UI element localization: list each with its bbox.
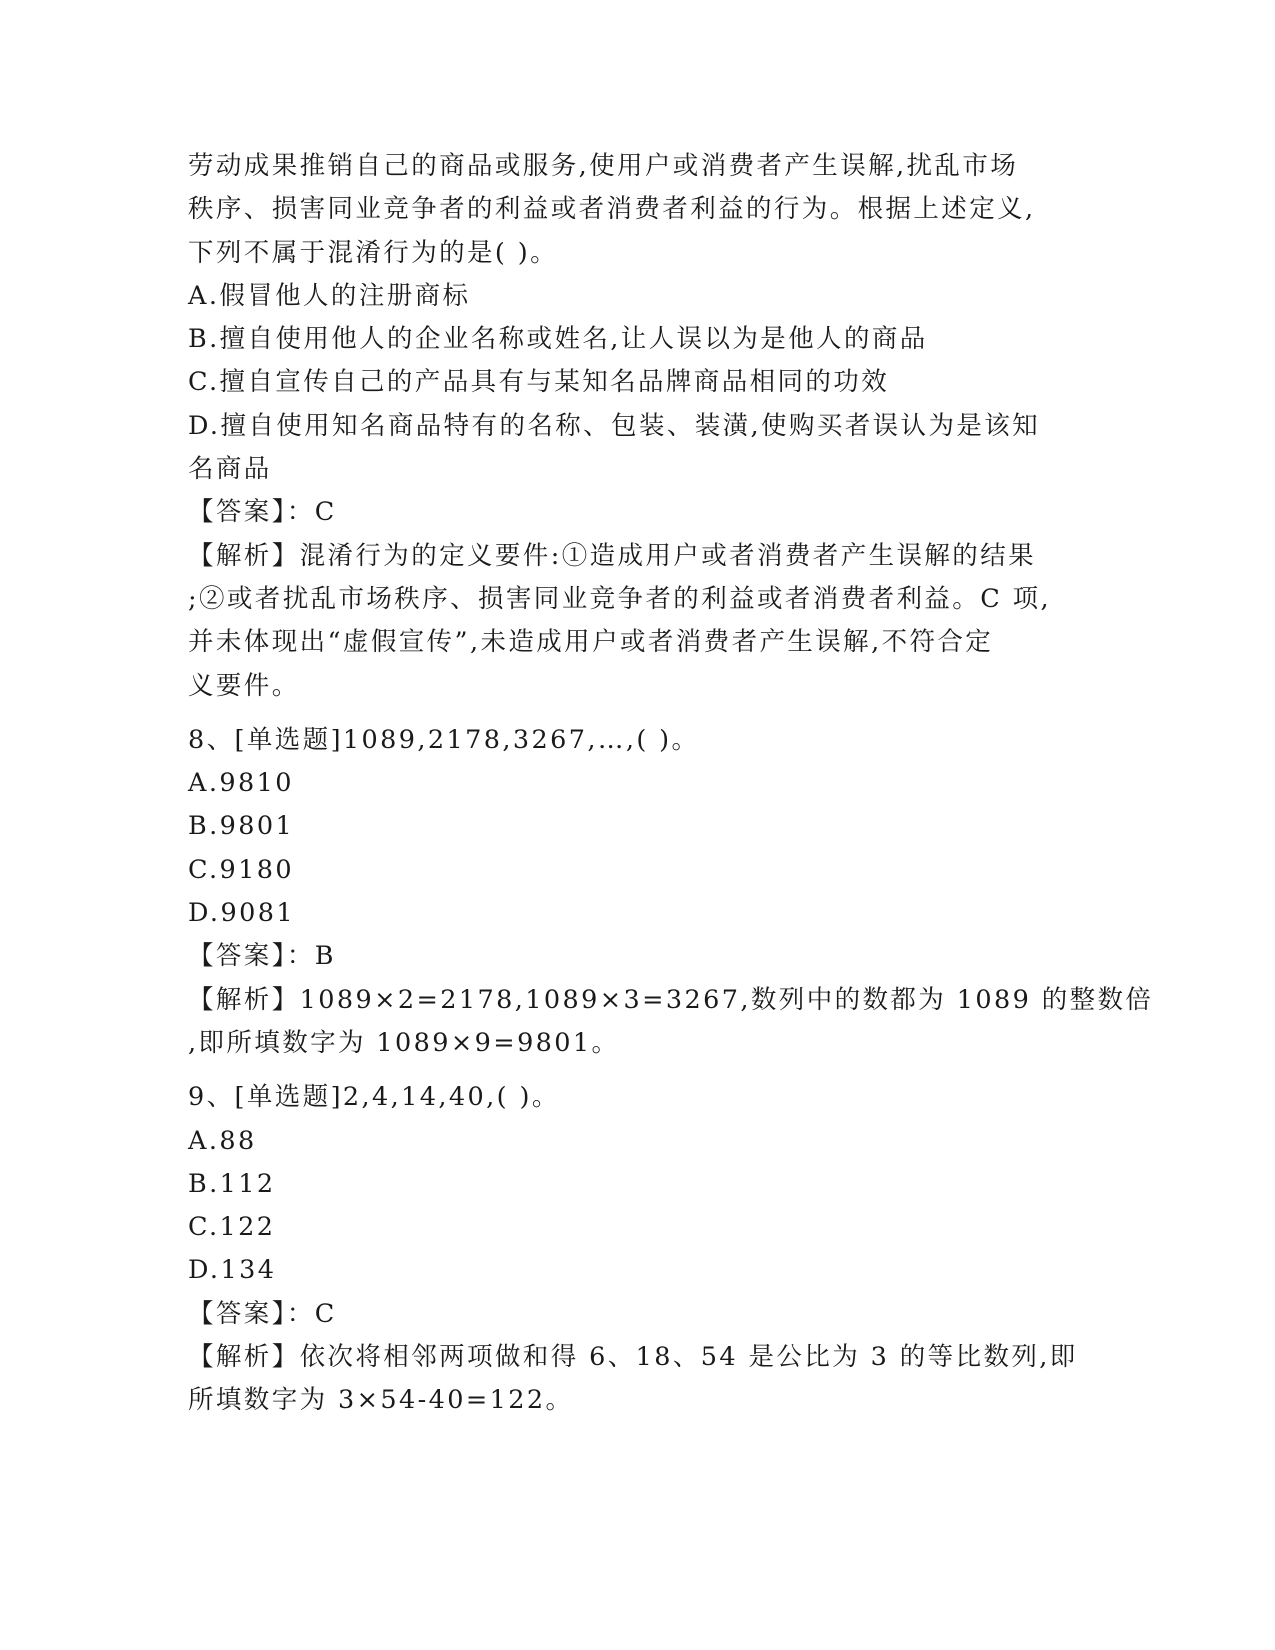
option-b: B.9801 bbox=[188, 811, 295, 842]
question-8 bbox=[188, 719, 1154, 1065]
option-a: A.88 bbox=[188, 1125, 257, 1156]
question-stem-line: 秩序、损害同业竞争者的利益或者消费者利益的行为。根据上述定义, bbox=[188, 194, 1036, 225]
analysis-line: 义要件。 bbox=[188, 670, 300, 701]
option-c: C.9180 bbox=[188, 854, 295, 885]
analysis-line: 并未体现出“虚假宣传”,未造成用户或者消费者产生误解,不符合定 bbox=[188, 627, 994, 658]
analysis-line: 所填数字为 3×54-40=122。 bbox=[188, 1385, 574, 1416]
option-c: C.122 bbox=[188, 1212, 276, 1243]
question-stem: 8、[单选题]1089,2178,3267,…,( )。 bbox=[188, 724, 700, 755]
option-b: B.擅自使用他人的企业名称或姓名,让人误以为是他人的商品 bbox=[188, 324, 928, 355]
question-7 bbox=[188, 145, 1088, 708]
analysis-line: ,即所填数字为 1089×9=9801。 bbox=[188, 1027, 620, 1058]
option-d: D.134 bbox=[188, 1255, 277, 1286]
question-stem-line: 劳动成果推销自己的商品或服务,使用户或消费者产生误解,扰乱市场 bbox=[188, 151, 1019, 181]
question-stem-line: 下列不属于混淆行为的是( )。 bbox=[188, 237, 559, 268]
answer-line: 【答案】：B bbox=[188, 941, 336, 972]
question-9 bbox=[188, 1076, 1088, 1422]
document-content bbox=[188, 145, 1154, 1423]
option-a: A.9810 bbox=[188, 768, 294, 799]
option-d-continued: 名商品 bbox=[188, 454, 272, 485]
question-stem: 9、[单选题]2,4,14,40,( )。 bbox=[188, 1082, 560, 1113]
analysis-line: 【解析】混淆行为的定义要件:①造成用户或者消费者产生误解的结果 bbox=[188, 540, 1036, 571]
spacer bbox=[188, 1065, 1088, 1076]
analysis-line: 【解析】依次将相邻两项做和得 6、18、54 是公比为 3 的等比数列,即 bbox=[188, 1342, 1078, 1373]
spacer bbox=[188, 708, 1088, 719]
option-b: B.112 bbox=[188, 1168, 276, 1199]
option-a: A.假冒他人的注册商标 bbox=[188, 280, 471, 311]
option-c: C.擅自宣传自己的产品具有与某知名品牌商品相同的功效 bbox=[188, 367, 890, 398]
analysis-line: 【解析】1089×2=2178,1089×3=3267,数列中的数都为 1089 的整数倍 bbox=[188, 984, 1154, 1015]
analysis-line: ;②或者扰乱市场秩序、损害同业竞争者的利益或者消费者利益。C 项, bbox=[188, 583, 1052, 614]
answer-line: 【答案】：C bbox=[188, 497, 337, 528]
option-d: D.擅自使用知名商品特有的名称、包装、装潢,使购买者误认为是该知 bbox=[188, 410, 1041, 441]
answer-line: 【答案】：C bbox=[188, 1298, 337, 1329]
option-d: D.9081 bbox=[188, 898, 295, 929]
